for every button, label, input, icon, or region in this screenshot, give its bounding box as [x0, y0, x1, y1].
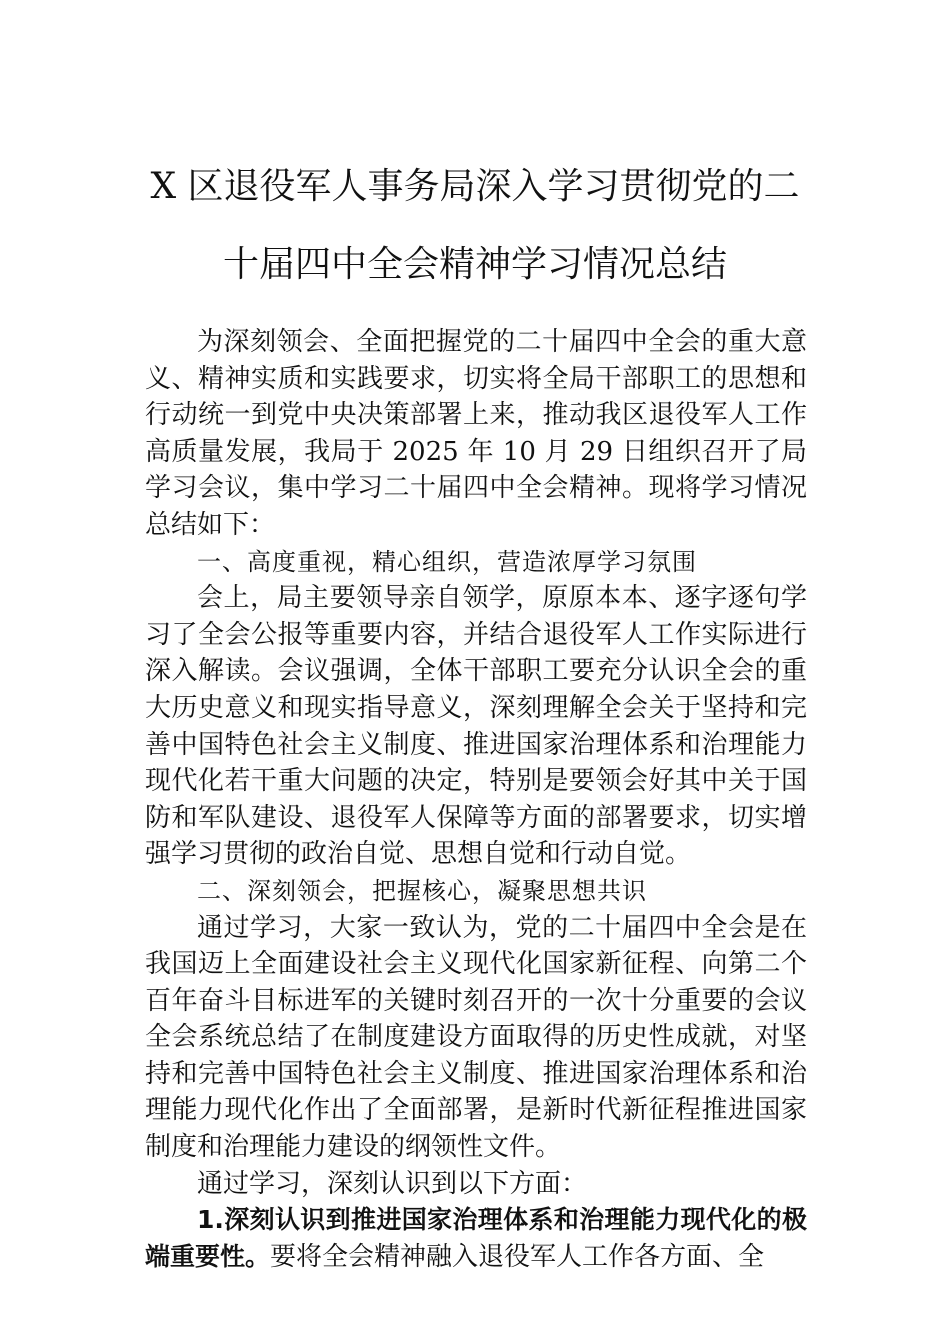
- title-line-1: X 区退役军人事务局深入学习贯彻党的二: [150, 166, 800, 207]
- section-2-heading: 二、深刻领会，把握核心，凝聚思想共识: [197, 876, 647, 905]
- point-1-lead: 1.深刻认识到推进国家治理体系和治理能力现代化的极端重要性。: [145, 1205, 807, 1271]
- section-1-paragraph: 会上，局主要领导亲自领学，原原本本、逐字逐句学习了全会公报等重要内容，并结合退役军人工作实际进行深入解读。会议强调，全体干部职工要充分认识全会的重大历史意义和现实指导意义，深刻理解全会关于坚持和完善中国特色社会主义制度、推进国家治理体系和治理能力现代化若干重大问题的决定，特别是要领会好其中关于国防和军队建设、退役军人保障等方面的部署要求，切实增强学习贯彻的政治自觉、思想自觉和行动自觉。: [145, 583, 807, 870]
- section-1-heading: 一、高度重视，精心组织，营造浓厚学习氛围: [197, 547, 697, 576]
- point-1-paragraph: [145, 1202, 807, 1275]
- intro-paragraph: 为深刻领会、全面把握党的二十届四中全会的重大意义、精神实质和实践要求，切实将全局干部职工的思想和行动统一到党中央决策部署上来，推动我区退役军人工作高质量发展，我局于 2025 年 10 月 29 日组织召开了局学习会议，集中学习二十届四中全会精神。现将学习情况总结如下：: [145, 327, 807, 540]
- section-2-paragraph: 通过学习，大家一致认为，党的二十届四中全会是在我国迈上全面建设社会主义现代化国家新征程、向第二个百年奋斗目标进军的关键时刻召开的一次十分重要的会议全会系统总结了在制度建设方面取得的历史性成就，对坚持和完善中国特色社会主义制度、推进国家治理体系和治理能力现代化作出了全面部署，是新时代新征程推进国家制度和治理能力建设的纲领性文件。: [145, 912, 807, 1163]
- point-1-text: 要将全会精神融入退役军人工作各方面、全: [270, 1241, 765, 1272]
- title-line-2: 十届四中全会精神学习情况总结: [222, 244, 727, 285]
- document-title: [110, 148, 840, 304]
- section-2-paragraph-2: 通过学习，深刻认识到以下方面：: [197, 1168, 588, 1199]
- document-body: [145, 324, 807, 1275]
